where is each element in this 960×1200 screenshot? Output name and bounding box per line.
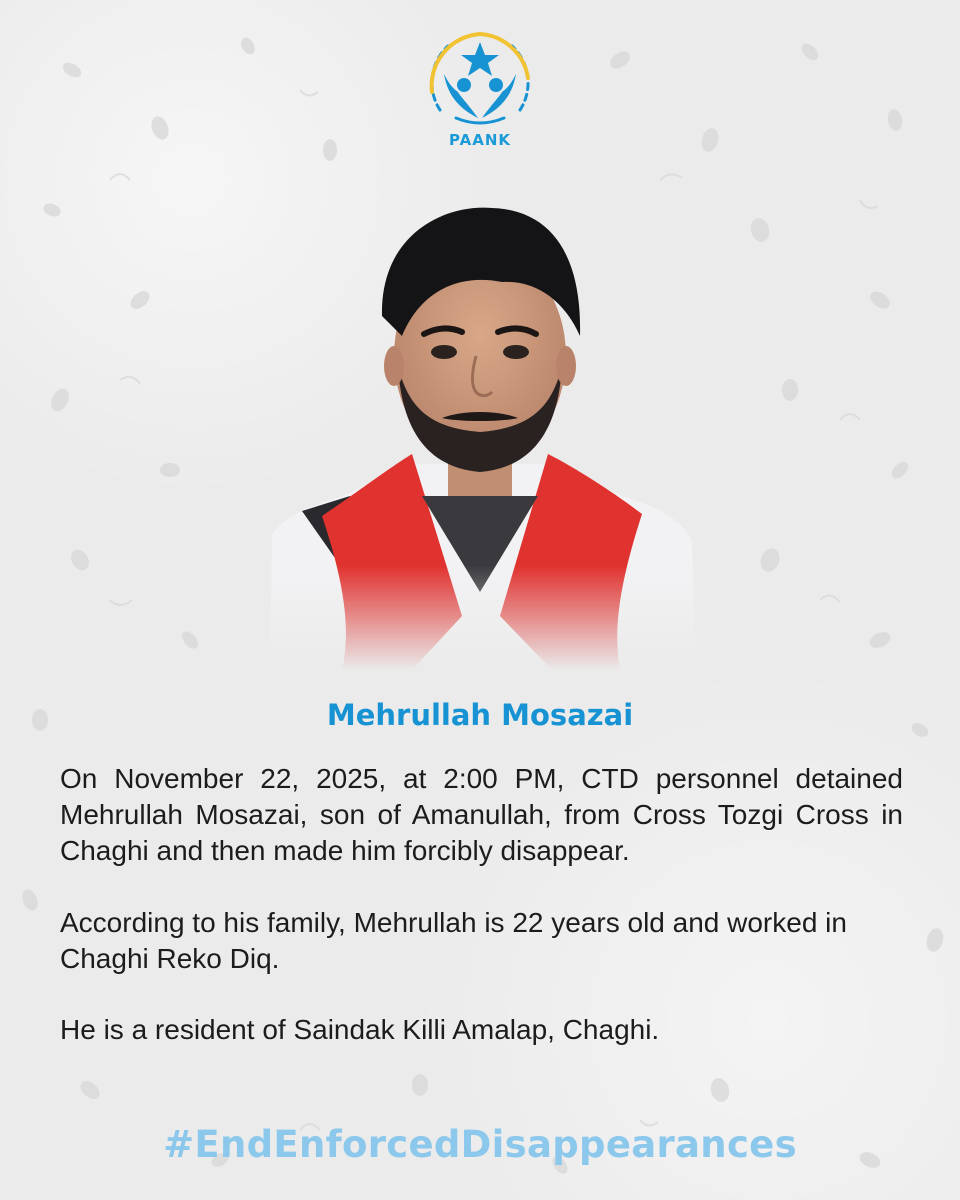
person-name: Mehrullah Mosazai [326,698,634,732]
body-paragraph-2: According to his family, Mehrullah is 22 years old and worked in Chaghi Reko Diq. [60,907,847,974]
campaign-hashtag: #EndEnforcedDisappearances [163,1123,797,1166]
portrait-photo [262,196,698,670]
logo-text: PAANK [448,131,511,149]
body-paragraph-3: He is a resident of Saindak Killi Amalap, Chaghi. [60,1014,660,1045]
body-paragraph-1: On November 22, 2025, at 2:00 PM, CTD personnel detained Mehrullah Mosazai, son of Amanullah, from Cross Tozgi Cross in Chaghi and then made him forcibly disappear. [60,763,903,866]
